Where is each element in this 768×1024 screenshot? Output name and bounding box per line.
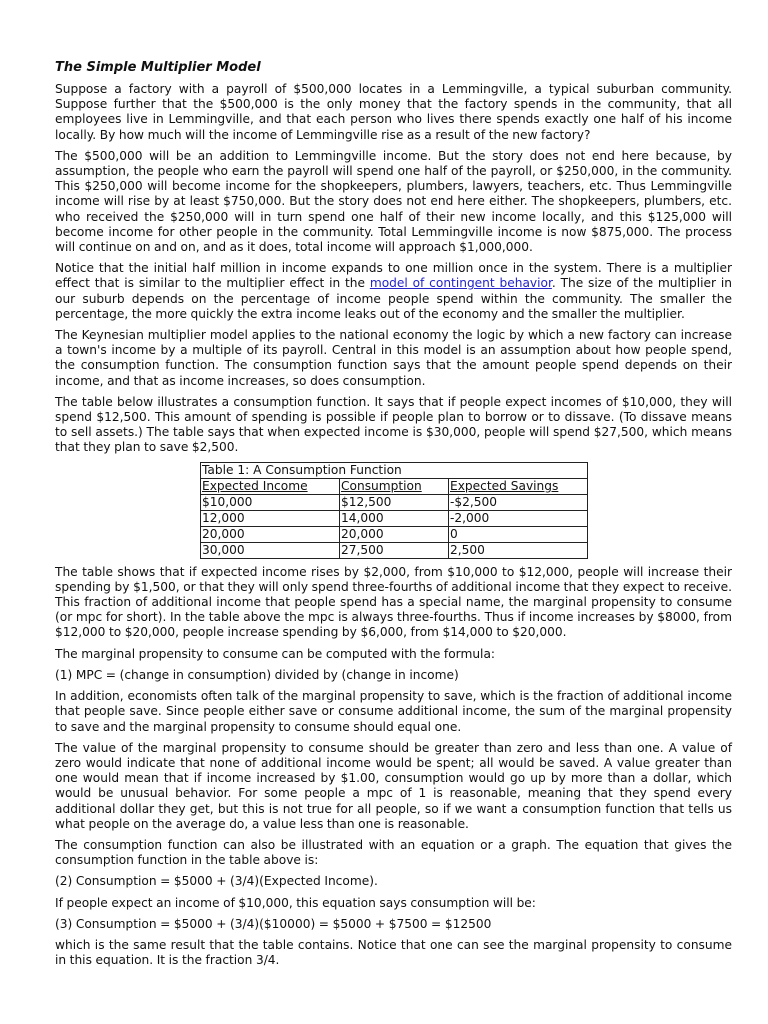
paragraph-mps: In addition, economists often talk of the marginal propensity to save, which is the fraction of additional income that people save. Since people either save or consume additional income, the sum of the marginal propensity to save and the marginal propensity to consume should equal one. — [55, 689, 732, 734]
table-cell: 2,500 — [449, 542, 588, 558]
table-header-row — [201, 478, 588, 494]
table-cell: 30,000 — [201, 542, 340, 558]
table-row — [201, 526, 588, 542]
header-consumption: Consumption — [340, 478, 449, 494]
paragraph-text: Notice that the initial half million in income expands to one million once in the system. There is a multiplier effect that is similar to the multiplier effect in the — [55, 261, 732, 291]
equation-2: (2) Consumption = $5000 + (3/4)(Expected Income). — [55, 874, 378, 889]
section-title: The Simple Multiplier Model — [55, 60, 261, 75]
paragraph-intro: Suppose a factory with a payroll of $500,000 locates in a Lemmingville, a typical suburban community. Suppose further that the $500,000 is the only money that the factory spends in the community, that all employees live in Lemmingville, and that each person who lives there spends exactly one half of his income locally. By how much will the income of Lemmingville rise as a result of the new factory? — [55, 82, 732, 142]
table-caption: Table 1: A Consumption Function — [201, 462, 588, 478]
paragraph-mpc-definition: The table shows that if expected income rises by $2,000, from $10,000 to $12,000, people will increase their spending by $1,500, or that they will only spend three-fourths of additional income that they expect to receive. This fraction of additional income that people spend has a special name, the marginal propensity to consume (or mpc for short). In the table above the mpc is always three-fourths. Thus if income increases by $8000, from $12,000 to $20,000, people increase spending by $6,000, from $14,000 to $20,000. — [55, 564, 732, 640]
paragraph-conclusion: which is the same result that the table contains. Notice that one can see the marginal propensity to consume in this equation. It is the fraction 3/4. — [55, 937, 732, 968]
table-cell: 0 — [449, 526, 588, 542]
equation-3: (3) Consumption = $5000 + (3/4)($10000) = $5000 + $7500 = $12500 — [55, 916, 492, 931]
paragraph-table-intro: The table below illustrates a consumption function. It says that if people expect incomes of $10,000, they will spend $12,500. This amount of spending is possible if people plan to borrow or to dissave. (To dissave means to sell assets.) The table says that when expected income is $30,000, people will spend $27,500, which means that they plan to save $2,500. — [55, 394, 732, 455]
table-row — [201, 542, 588, 558]
table-cell: -$2,500 — [449, 494, 588, 510]
header-expected-income: Expected Income — [201, 478, 340, 494]
paragraph-equation-intro: The consumption function can also be illustrated with an equation or a graph. The equation that gives the consumption function in the table above is: — [55, 837, 732, 868]
paragraph-formula-intro: The marginal propensity to consume can be computed with the formula: — [55, 646, 496, 661]
table-cell: $10,000 — [201, 494, 340, 510]
paragraph-lemmingville-income: The $500,000 will be an addition to Lemmingville income. But the story does not end here because, by assumption, the people who earn the payroll will spend one half of the payroll, or $250,000, in the community. This $250,000 will become income for the shopkeepers, plumbers, lawyers, teachers, etc. Thus Lemmingville income will rise by at least $750,000. But the story does not end here either. The shopkeepers, plumbers, etc. who received the $250,000 will in turn spend one half of their new income locally, and this $125,000 will become income for other people in the community. Total Lemmingville income is now $875,000. The process will continue on and on, and as it does, total income will approach $1,000,000. — [55, 148, 732, 255]
table-cell: $12,500 — [340, 494, 449, 510]
table-cell: 12,000 — [201, 510, 340, 526]
table-cell: 20,000 — [340, 526, 449, 542]
table-row — [201, 510, 588, 526]
equation-1: (1) MPC = (change in consumption) divided by (change in income) — [55, 667, 459, 682]
table-cell: 27,500 — [340, 542, 449, 558]
header-expected-savings: Expected Savings — [449, 478, 588, 494]
paragraph-text: . The size of the multiplier in our suburb depends on the percentage of income people spend within the community. The smaller the percentage, the more quickly the extra income leaks out of the economy and the smaller the multiplier. — [55, 276, 732, 321]
paragraph-mpc-range: The value of the marginal propensity to consume should be greater than zero and less than one. A value of zero would indicate that none of additional income would be spent; all would be saved. A value greater than one would mean that if income increased by $1.00, consumption would go up by more than a dollar, which would be unusual behavior. For some people a mpc of 1 is reasonable, meaning that they spend every additional dollar they get, but this is not true for all people, so if we want a consumption function that tells us what people on the average do, a value less than one is reasonable. — [55, 740, 732, 831]
contingent-behavior-link[interactable]: model of contingent behavior — [369, 276, 552, 291]
paragraph-keynesian-model: The Keynesian multiplier model applies to the national economy the logic by which a new factory can increase a town's income by a multiple of its payroll. Central in this model is an assumption about how people spend, the consumption function. The consumption function says that the amount people spend depends on their income, and that as income increases, so does consumption. — [55, 328, 732, 388]
paragraph-multiplier-effect — [55, 261, 732, 322]
table-row — [201, 494, 588, 510]
table-cell: -2,000 — [449, 510, 588, 526]
table-cell: 14,000 — [340, 510, 449, 526]
paragraph-example-intro: If people expect an income of $10,000, this equation says consumption will be: — [55, 895, 536, 910]
document-page — [55, 57, 732, 974]
table-cell: 20,000 — [201, 526, 340, 542]
consumption-function-table — [200, 462, 588, 559]
